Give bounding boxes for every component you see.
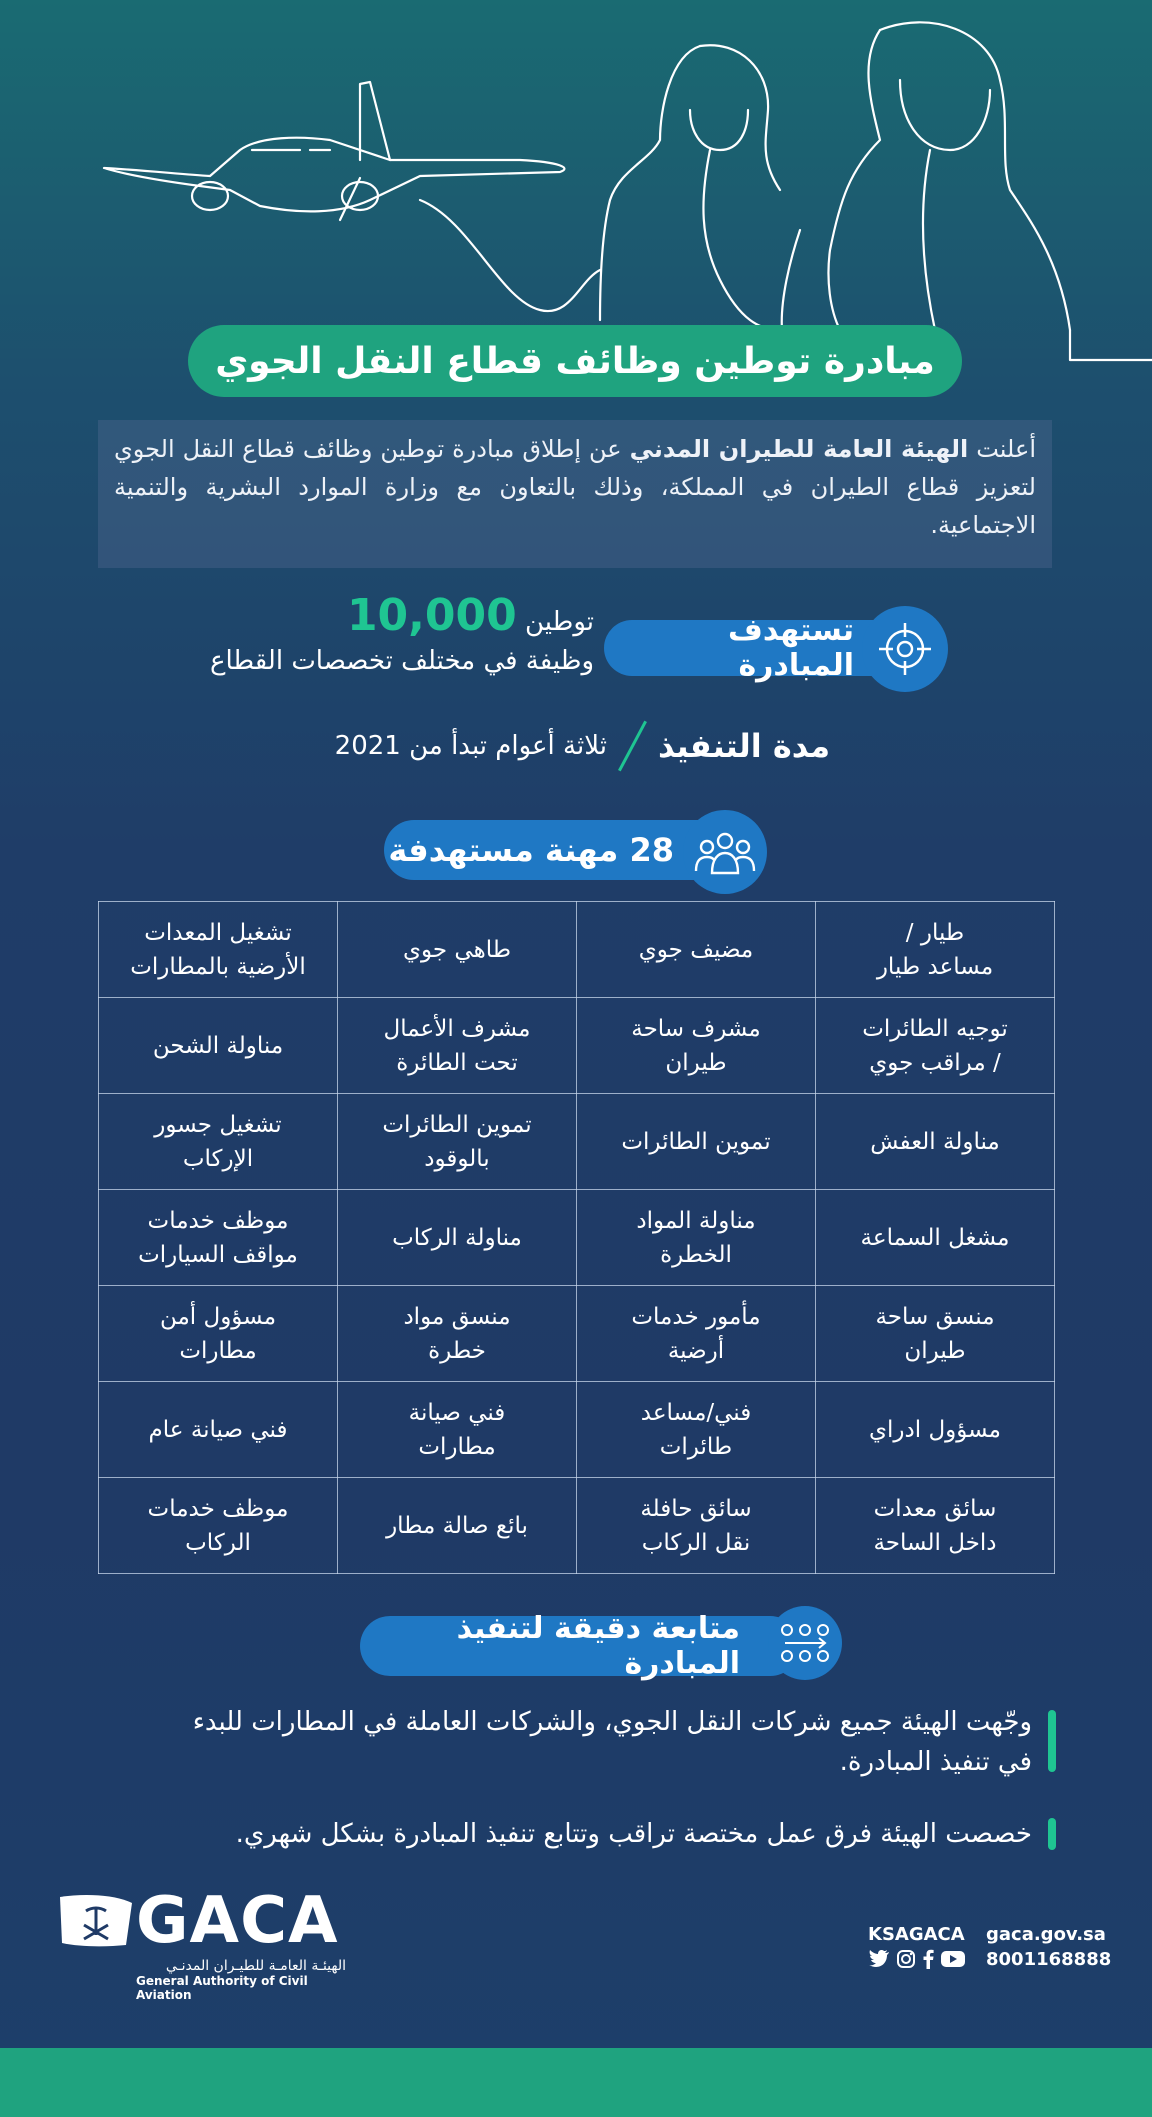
profession-cell: منسق مواد خطرة bbox=[338, 1286, 577, 1382]
profession-cell: مأمور خدمات أرضية bbox=[577, 1286, 816, 1382]
target-number: 10,000 bbox=[346, 590, 517, 641]
intro-rest: عن إطلاق مبادرة توطين وظائف قطاع النقل الجوي لتعزيز قطاع الطيران في المملكة، وذلك بالتعاون مع وزارة الموارد البشرية والتنمية الاجتماعية. bbox=[114, 435, 1036, 539]
profession-cell: مسؤول ادراي bbox=[816, 1382, 1055, 1478]
table-row bbox=[99, 1094, 1055, 1190]
profession-cell: فني صيانة عام bbox=[99, 1382, 338, 1478]
profession-cell: مناولة الشحن bbox=[99, 998, 338, 1094]
duration-value: ثلاثة أعوام تبدأ من 2021 bbox=[334, 731, 607, 761]
website-link[interactable]: gaca.gov.sa bbox=[986, 1924, 1106, 1945]
airplane-icon bbox=[104, 82, 564, 220]
profession-cell: طاهي جوي bbox=[338, 902, 577, 998]
table-row bbox=[99, 1190, 1055, 1286]
profession-cell: موظف خدمات الركاب bbox=[99, 1478, 338, 1574]
youtube-icon[interactable] bbox=[940, 1949, 966, 1969]
professions-label: 28 مهنة مستهدفة bbox=[384, 820, 744, 880]
table-row bbox=[99, 1286, 1055, 1382]
follow-up-point-text: خصصت الهيئة فرق عمل مختصة تراقب وتتابع تنفيذ المبادرة بشكل شهري. bbox=[235, 1819, 1032, 1849]
intro-prefix: أعلنت bbox=[968, 435, 1036, 463]
palm-swords-emblem-icon bbox=[56, 1889, 136, 1953]
profession-cell: مشغل السماعة bbox=[816, 1190, 1055, 1286]
hero-illustration bbox=[0, 0, 1152, 370]
profession-cell: مشرف الأعمال تحت الطائرة bbox=[338, 998, 577, 1094]
intro-paragraph bbox=[98, 420, 1052, 568]
follow-up-label: متابعة دقيقة لتنفيذ المبادرة bbox=[360, 1616, 800, 1676]
profession-cell: توجيه الطائرات / مراقب جوي bbox=[816, 998, 1055, 1094]
profession-cell: فني/مساعد طائرات bbox=[577, 1382, 816, 1478]
profession-cell: مناولة المواد الخطرة bbox=[577, 1190, 816, 1286]
logo-english-name: General Authority of Civil Aviation bbox=[136, 1974, 308, 2002]
target-description bbox=[150, 590, 594, 678]
duration-row bbox=[200, 716, 830, 776]
profession-cell: موظف خدمات مواقف السيارات bbox=[99, 1190, 338, 1286]
profession-cell: تموين الطائرات bbox=[577, 1094, 816, 1190]
profession-cell: تشغيل جسور الإركاب bbox=[99, 1094, 338, 1190]
profession-cell: بائع صالة مطار bbox=[338, 1478, 577, 1574]
intro-org-name: الهيئة العامة للطيران المدني bbox=[629, 435, 969, 463]
people-icon bbox=[683, 810, 767, 894]
profession-cell: طيار / مساعد طيار bbox=[816, 902, 1055, 998]
profession-cell: مضيف جوي bbox=[577, 902, 816, 998]
profession-cell: فني صيانة مطارات bbox=[338, 1382, 577, 1478]
follow-up-point-1 bbox=[160, 1702, 1056, 1782]
logo-arabic-name: الهيئـة العامـة للطيـران المدنـي bbox=[165, 1958, 346, 1974]
table-row bbox=[99, 1382, 1055, 1478]
follow-up-point-2 bbox=[160, 1814, 1056, 1854]
target-line2: وظيفة في مختلف تخصصات القطاع bbox=[210, 646, 594, 676]
woman-figure-icon bbox=[600, 45, 800, 330]
social-handle[interactable]: KSAGACA bbox=[868, 1924, 965, 1945]
professions-table bbox=[98, 901, 1055, 1574]
target-icon bbox=[862, 606, 948, 692]
contact-info bbox=[868, 1924, 1112, 1984]
man-figure-icon bbox=[828, 22, 1152, 360]
profession-cell: مناولة العفش bbox=[816, 1094, 1055, 1190]
follow-up-point-text: وجّهت الهيئة جميع شركات النقل الجوي، والشركات العاملة في المطارات للبدء في تنفيذ المبادرة. bbox=[192, 1707, 1032, 1777]
profession-cell: مسؤول أمن مطارات bbox=[99, 1286, 338, 1382]
profession-cell: سائق حافلة نقل الركاب bbox=[577, 1478, 816, 1574]
table-row bbox=[99, 998, 1055, 1094]
profession-cell: سائق معدات داخل الساحة bbox=[816, 1478, 1055, 1574]
bullet-bar bbox=[1048, 1818, 1056, 1850]
table-row bbox=[99, 902, 1055, 998]
logo-wordmark: GACA bbox=[136, 1884, 339, 1958]
workflow-icon bbox=[768, 1606, 842, 1680]
table-row bbox=[99, 1478, 1055, 1574]
phone-number[interactable]: 8001168888 bbox=[986, 1949, 1112, 1970]
profession-cell: مشرف ساحة طيران bbox=[577, 998, 816, 1094]
profession-cell: منسق ساحة طيران bbox=[816, 1286, 1055, 1382]
bullet-bar bbox=[1048, 1710, 1056, 1772]
facebook-icon[interactable] bbox=[922, 1949, 934, 1969]
footer-bar bbox=[0, 2048, 1152, 2117]
profession-cell: تشغيل المعدات الأرضية بالمطارات bbox=[99, 902, 338, 998]
twitter-icon[interactable] bbox=[868, 1949, 890, 1969]
duration-label: مدة التنفيذ bbox=[657, 727, 830, 765]
gaca-logo bbox=[56, 1884, 346, 2002]
profession-cell: تموين الطائرات بالوقود bbox=[338, 1094, 577, 1190]
target-prefix: توطين bbox=[516, 607, 594, 637]
target-label: تستهدف المبادرة bbox=[604, 620, 904, 676]
profession-cell: مناولة الركاب bbox=[338, 1190, 577, 1286]
divider-slash bbox=[618, 721, 647, 772]
page-title: مبادرة توطين وظائف قطاع النقل الجوي bbox=[188, 325, 962, 397]
instagram-icon[interactable] bbox=[896, 1949, 916, 1969]
